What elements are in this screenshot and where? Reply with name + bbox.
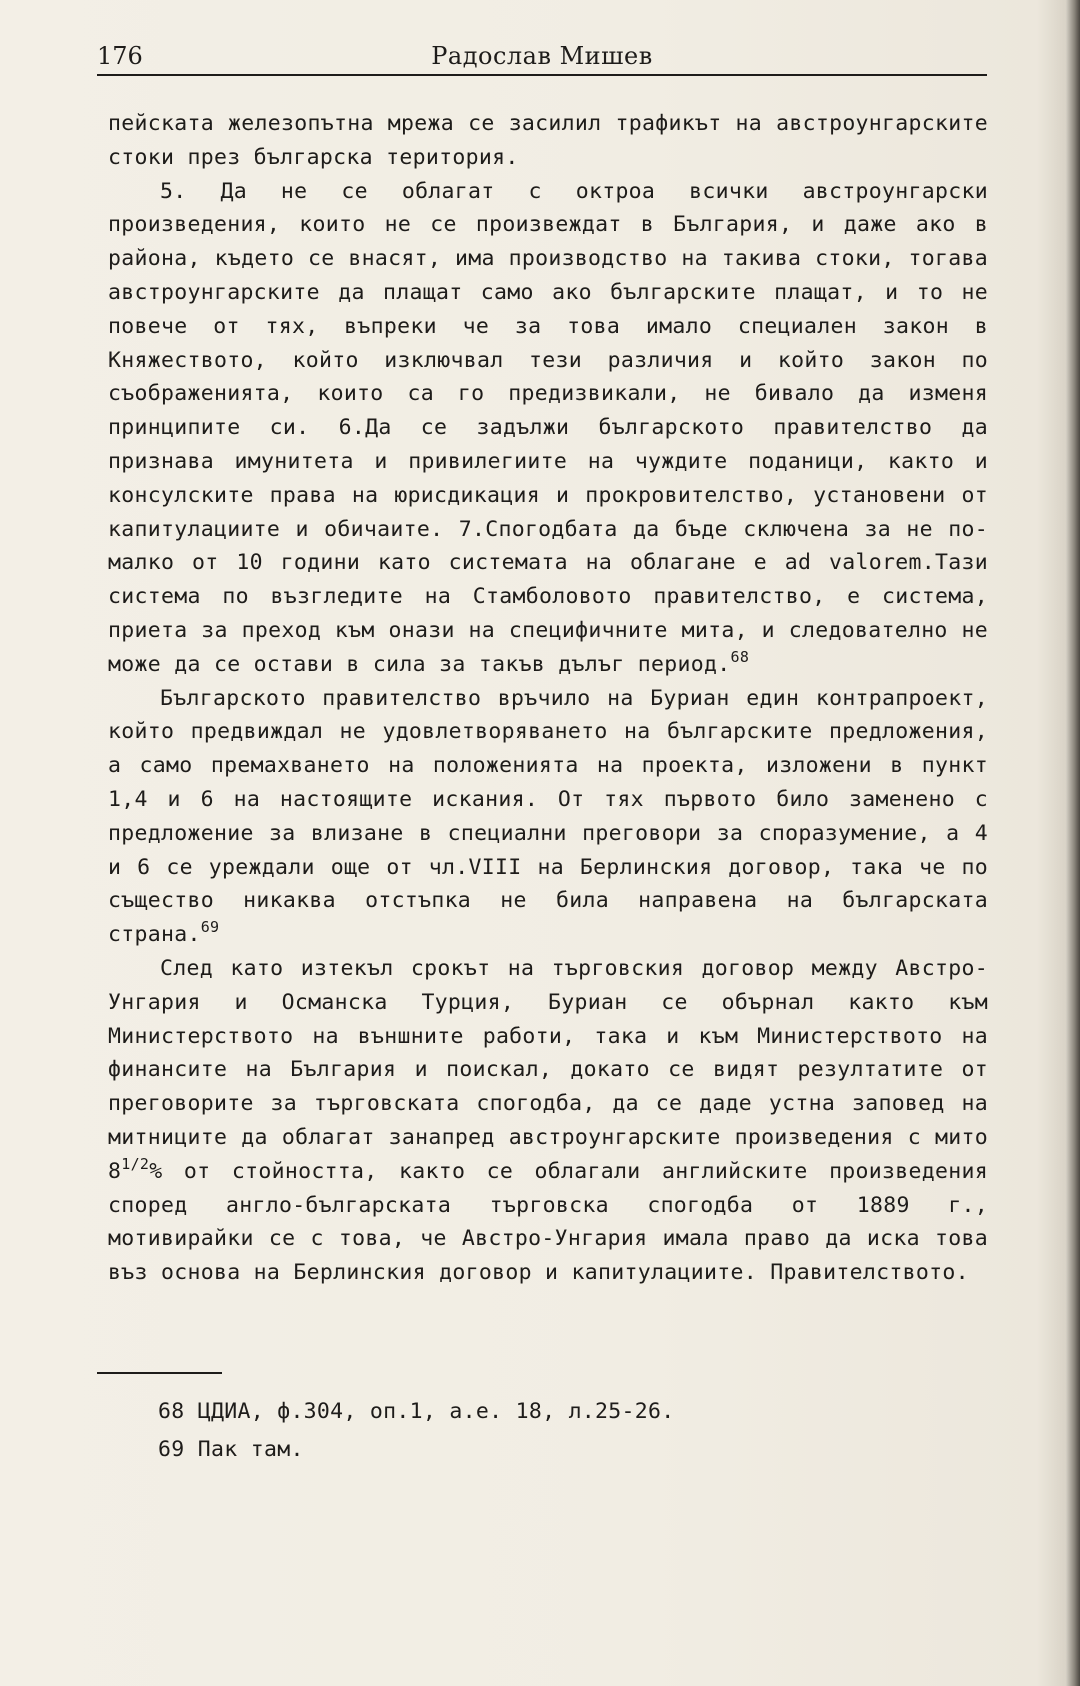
page-header <box>97 42 987 76</box>
page-number: 176 <box>97 42 143 70</box>
paragraph-1-text: пейската железопътна мрежа се засилил трафикът на австроунгарските стоки през българска територия. <box>108 111 988 170</box>
paragraph-2 <box>108 175 988 682</box>
footnote-ref-69: 69 <box>200 918 220 937</box>
paragraph-4-text-b: % от стойността, както се облагали английските произведения според англо-българската търговска спогодба от 1889 г., мотивирайки се с това, че Австро-Унгария имала право да иска това въз основа на Берлинския договор и капитулациите. Правителството. <box>108 1158 988 1286</box>
header-rule <box>97 74 987 76</box>
running-head: Радослав Мишев <box>431 42 653 70</box>
body-text <box>108 107 988 1290</box>
paragraph-4 <box>108 952 988 1290</box>
fraction-one-half: 1/2 <box>121 1154 150 1173</box>
page-edge-shadow <box>1066 0 1080 1686</box>
paragraph-4-text-a: След като изтекъл срокът на търговския договор между Австро-Унгария и Османска Турция, Буриан се обърнал както към Министерството на външните работи, така и към Министерството на финансите на България и поискал, докато се видят резултатите от преговорите за търговската спогодба, да се даде устна заповед на митниците да облагат занапред австроунгарските произведения с мито 8 <box>108 955 988 1184</box>
paragraph-3-text: Българското правителство връчило на Буриан един контрапроект, който предвиждал не удовлетворяването на българските предложения, а само премахването на положенията на проекта, изложени в пункт 1,4 и 6 на настоящите искания. От тях първото било заменено с предложение за влизане в специални преговори за споразумение, а 4 и 6 се уреждали още от чл.VIII на Берлинския договор, така че по същество никаква отстъпка не била направена на българската страна. <box>108 685 988 948</box>
footnotes <box>158 1393 958 1469</box>
footnote-69: 69 Пак там. <box>158 1437 304 1462</box>
footnote-68: 68 ЦДИА, ф.304, оп.1, а.е. 18, л.25-26. <box>158 1399 675 1424</box>
paragraph-1 <box>108 107 988 175</box>
paragraph-2-text: 5. Да не се облагат с октроа всички австроунгарски произведения, които не се произвеждат в България, и даже ако в района, където се внасят, има производство на такива стоки, тогава австроунгарските да плащат само ако българските плащат, и то не повече от тях, въпреки че за това имало специален закон в Княжеството, който изключвал тези различия и който закон по съображенията, които са го предизвикали, не бивало да изменя принципите си. 6.Да се задължи българското правителство да признава имунитета и привилегиите на чуждите поданици, както и консулските права на юрисдикация и прокровителство, установени от капитулациите и обичаите. 7.Спогодбата да бъде сключена за не по-малко от 10 години като системата на облагане е ad valorem.Тази система по възгледите на Стамболовото правителство, е система, приета за преход към онази на специфичните мита, и следователно не може да се остави в сила за такъв дълъг период. <box>108 178 988 677</box>
footnote-ref-68: 68 <box>730 647 750 666</box>
paragraph-3 <box>108 682 988 952</box>
footnote-rule <box>97 1372 222 1374</box>
